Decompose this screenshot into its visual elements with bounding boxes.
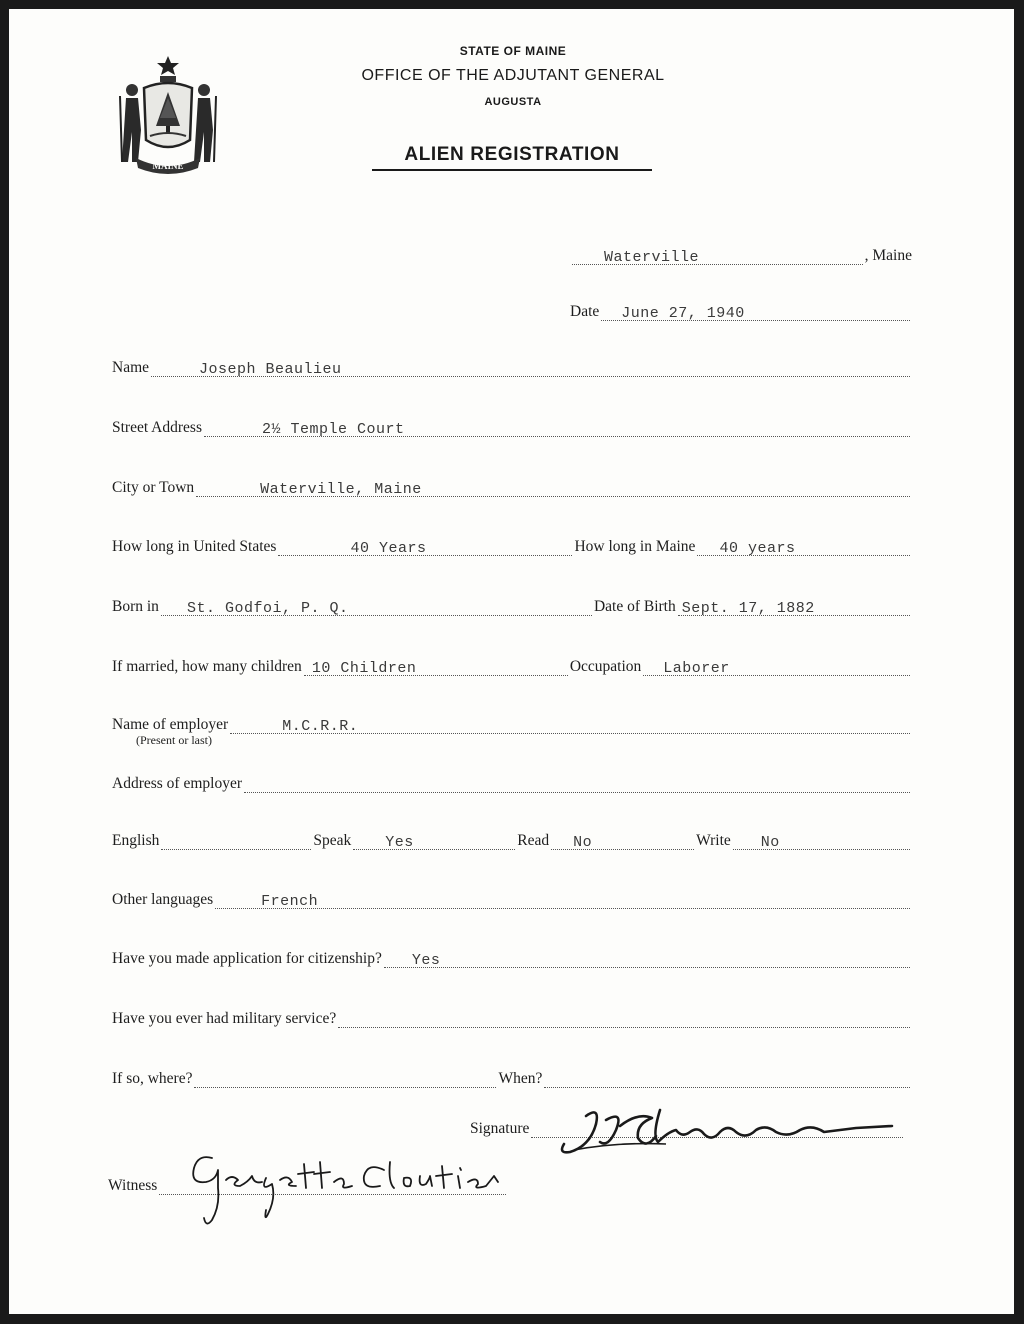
where-label: If so, where? [112, 1070, 193, 1087]
date-of-birth-value: Sept. 17, 1882 [681, 600, 815, 617]
date-of-birth-field[interactable] [678, 601, 910, 616]
children-value: 10 Children [311, 660, 417, 677]
form-title: ALIEN REGISTRATION [372, 144, 652, 171]
speak-field[interactable] [353, 835, 515, 850]
write-label: Write [696, 832, 731, 849]
city-label: City or Town [112, 479, 195, 496]
employer-address-label: Address of employer [112, 775, 242, 792]
born-in-value: St. Godfoi, P. Q. [186, 600, 349, 617]
street-label: Street Address [112, 419, 202, 436]
name-row [112, 359, 912, 377]
how-long-us-field[interactable] [278, 541, 572, 556]
english-label: English [112, 832, 160, 849]
military-field[interactable] [338, 1013, 910, 1028]
birth-row [112, 598, 912, 616]
employer-label: Name of employer [112, 716, 229, 733]
residency-row [112, 538, 912, 556]
employer-address-row [112, 775, 912, 793]
where-field[interactable] [194, 1073, 496, 1088]
occupation-field[interactable] [643, 661, 910, 676]
employer-field[interactable] [230, 719, 910, 734]
english-field[interactable] [161, 835, 311, 850]
how-long-maine-field[interactable] [697, 541, 910, 556]
other-languages-field[interactable] [215, 894, 910, 909]
service-row [112, 1070, 912, 1088]
employer-note: (Present or last) [136, 733, 212, 747]
speak-label: Speak [313, 832, 352, 849]
other-languages-row [112, 891, 912, 909]
citizenship-value: Yes [411, 952, 441, 969]
date-value: June 27, 1940 [621, 305, 745, 322]
citizenship-label: Have you made application for citizenship? [112, 950, 382, 967]
name-label: Name [112, 359, 150, 376]
city-row [112, 479, 912, 497]
how-long-maine-label: How long in Maine [574, 538, 696, 555]
place-row [570, 247, 912, 265]
occupation-label: Occupation [569, 658, 642, 675]
when-label: When? [498, 1070, 543, 1087]
date-of-birth-label: Date of Birth [593, 598, 676, 615]
citizenship-row [112, 950, 912, 968]
read-field[interactable] [551, 835, 694, 850]
other-languages-label: Other languages [112, 891, 214, 908]
children-label: If married, how many children [112, 658, 302, 675]
when-field[interactable] [544, 1073, 910, 1088]
signature-label: Signature [470, 1120, 530, 1137]
employer-value: M.C.R.R. [282, 718, 359, 735]
street-field[interactable] [204, 422, 910, 437]
how-long-maine-value: 40 years [719, 540, 796, 557]
date-row [570, 303, 912, 321]
place-value: Waterville [604, 249, 700, 266]
citizenship-field[interactable] [384, 953, 910, 968]
name-value: Joseph Beaulieu [199, 361, 342, 378]
handwritten-signature-icon [556, 1102, 906, 1162]
speak-value: Yes [385, 834, 414, 851]
how-long-us-label: How long in United States [112, 538, 277, 555]
place-field[interactable] [572, 250, 863, 265]
how-long-us-value: 40 Years [350, 540, 427, 557]
read-label: Read [517, 832, 550, 849]
svg-text:MAINE: MAINE [152, 161, 184, 171]
witness-signature-icon [168, 1148, 512, 1230]
office-heading: OFFICE OF THE ADJUTANT GENERAL [361, 67, 665, 84]
occupation-value: Laborer [663, 660, 730, 677]
family-row [112, 658, 912, 676]
write-value: No [760, 834, 780, 851]
date-label: Date [570, 303, 600, 320]
other-languages-value: French [261, 893, 319, 910]
maine-state-seal-icon [114, 52, 222, 176]
children-field[interactable] [304, 661, 568, 676]
state-heading: STATE OF MAINE [459, 44, 567, 58]
military-row [112, 1010, 912, 1028]
english-row [112, 832, 912, 850]
born-in-label: Born in [112, 598, 159, 615]
write-field[interactable] [733, 835, 910, 850]
date-field[interactable] [601, 306, 910, 321]
witness-label: Witness [108, 1177, 158, 1194]
employer-row [112, 716, 912, 734]
place-suffix: , Maine [864, 247, 912, 264]
name-field[interactable] [151, 362, 910, 377]
city-value: Waterville, Maine [260, 481, 422, 498]
street-value: 2½ Temple Court [261, 421, 405, 438]
city-heading: AUGUSTA [484, 96, 542, 108]
street-row [112, 419, 912, 437]
employer-address-field[interactable] [244, 778, 910, 793]
city-field[interactable] [196, 482, 910, 497]
born-in-field[interactable] [161, 601, 592, 616]
read-value: No [573, 834, 593, 851]
military-label: Have you ever had military service? [112, 1010, 337, 1027]
